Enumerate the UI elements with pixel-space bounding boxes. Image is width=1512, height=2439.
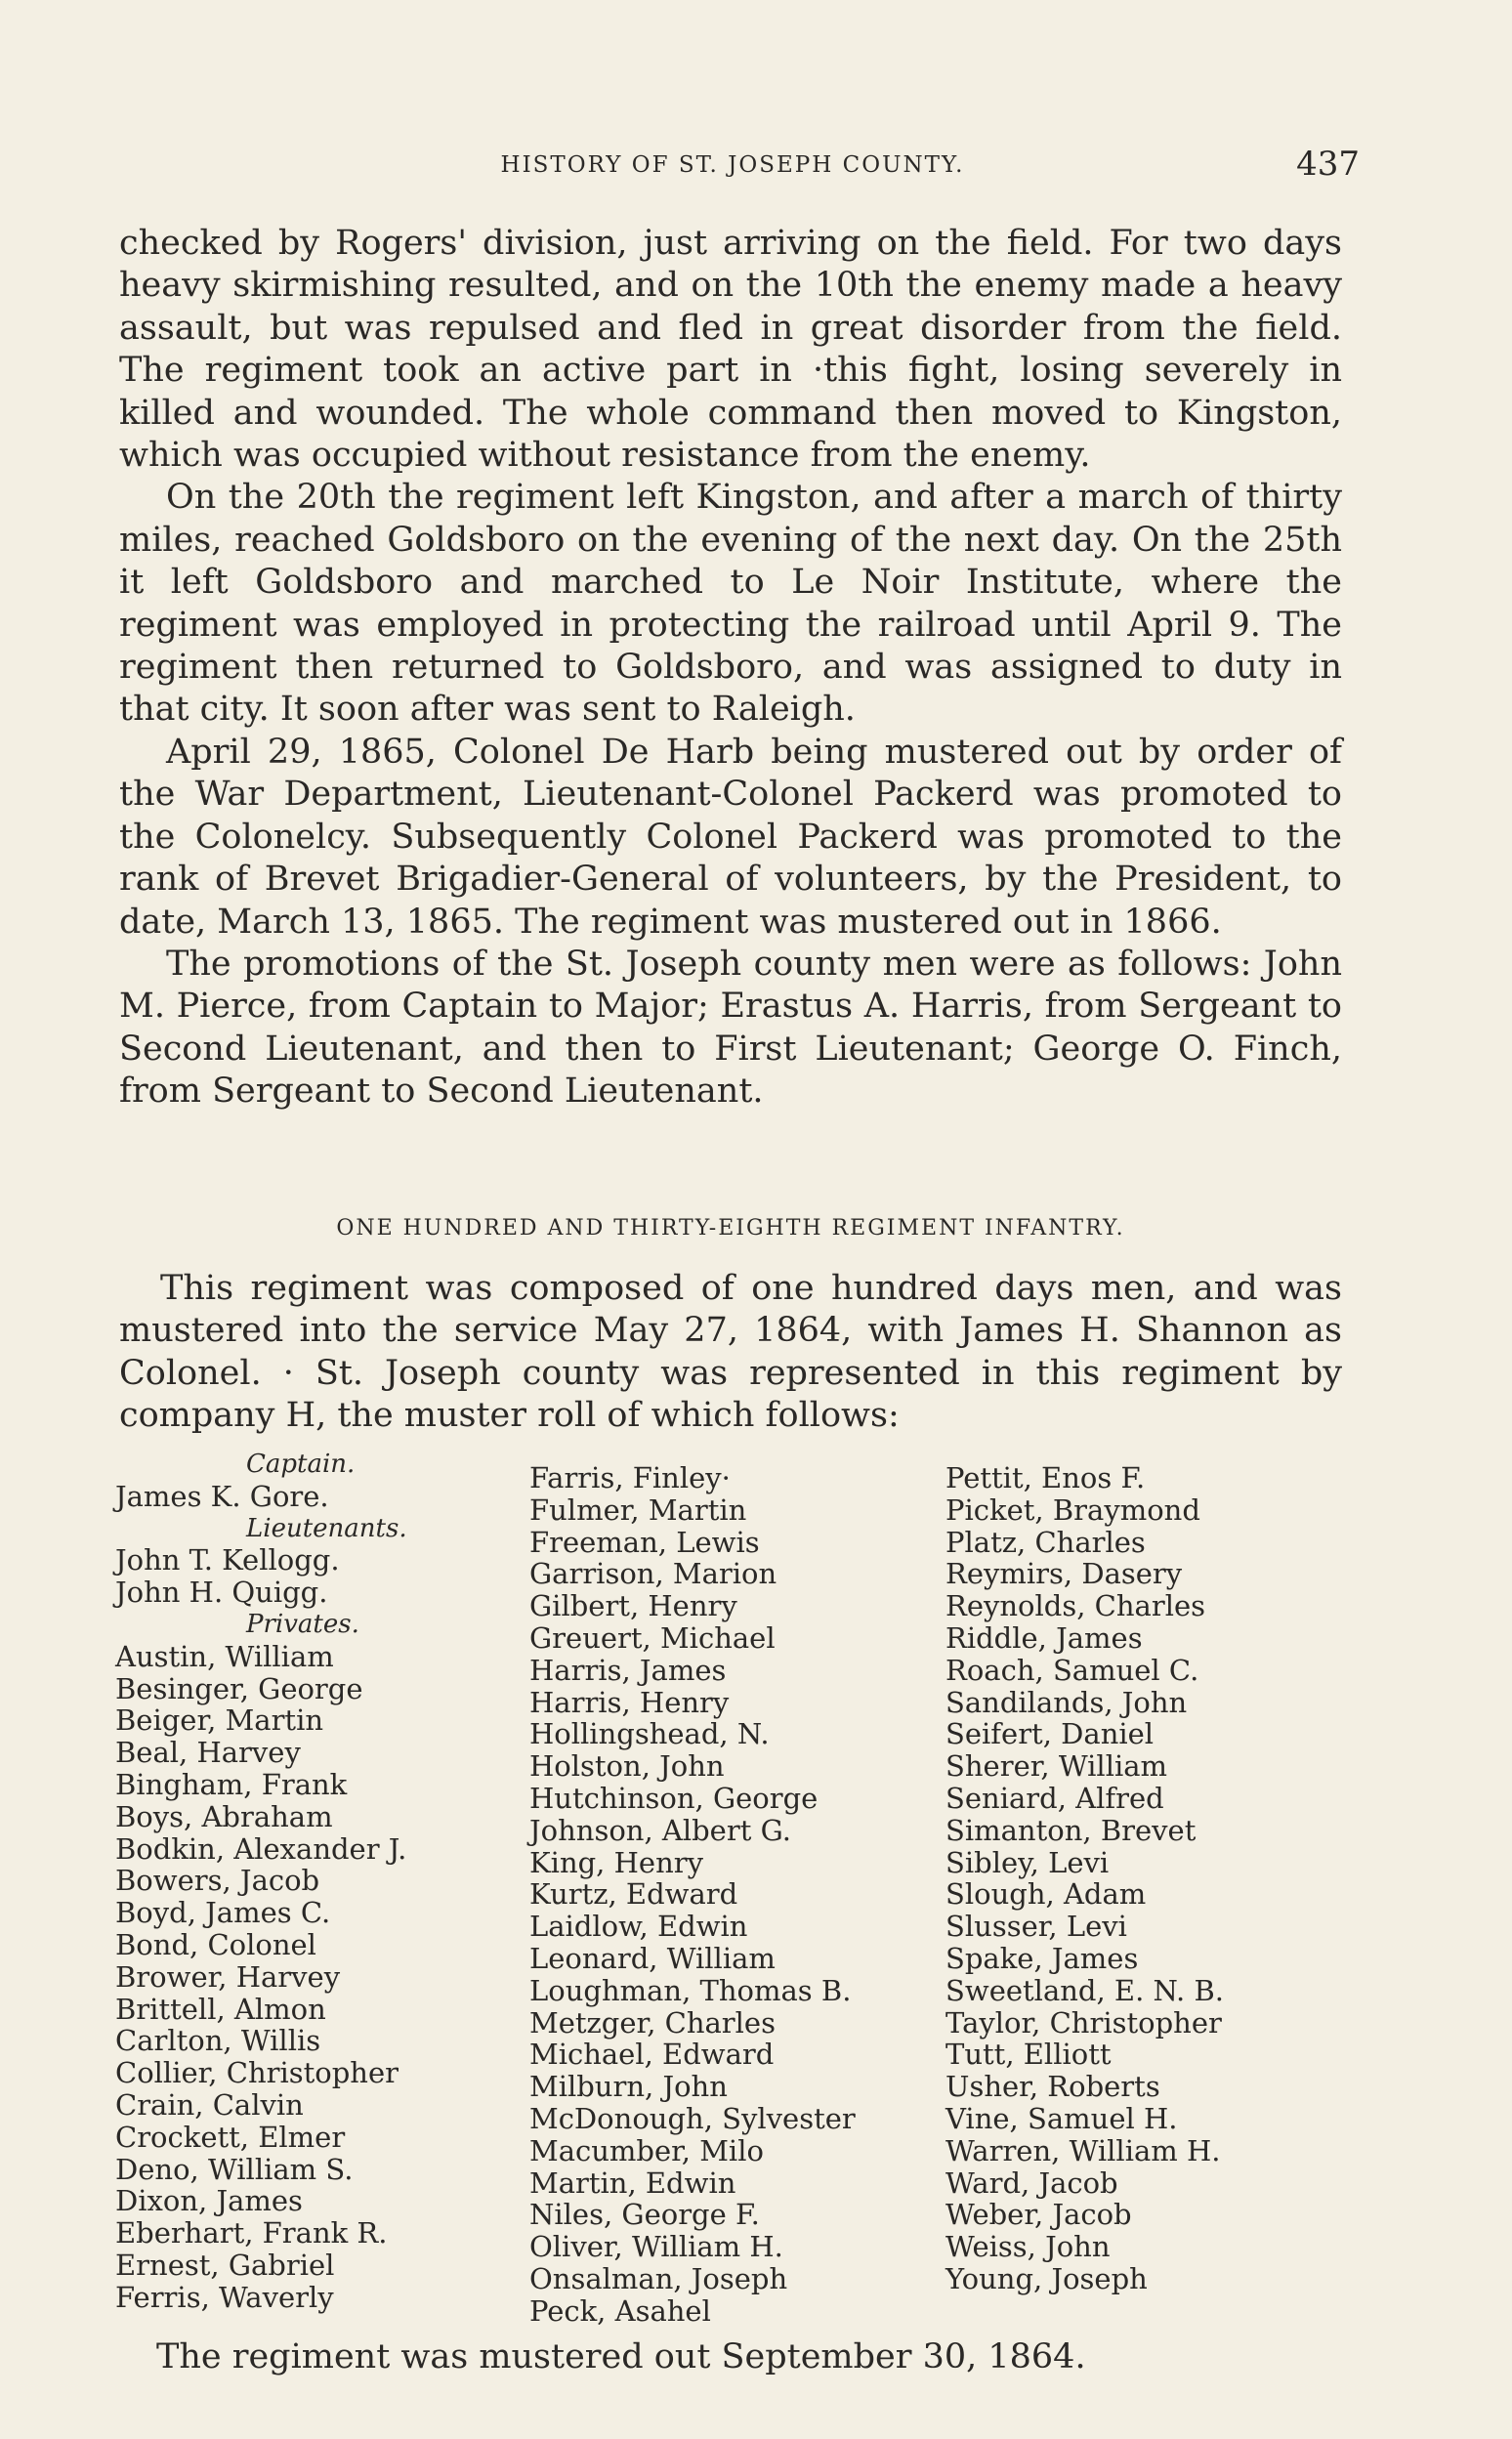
- roster-entry: Sibley, Levi: [945, 1845, 1110, 1879]
- lieutenants-list: [115, 1544, 407, 1609]
- roster-entry: Seifert, Daniel: [945, 1717, 1155, 1751]
- roster-entry: Austin, William: [115, 1639, 334, 1673]
- roster-entry: Reynolds, Charles: [945, 1589, 1206, 1623]
- roster-entry: Slough, Adam: [945, 1877, 1147, 1912]
- roster-entry: Loughman, Thomas B.: [529, 1973, 852, 2007]
- privates-list-col2: [529, 1462, 856, 2328]
- roster-entry: Oliver, William H.: [529, 2230, 783, 2264]
- roster-entry: Pettit, Enos F.: [945, 1461, 1146, 1494]
- roster-entry: Bingham, Frank: [115, 1767, 348, 1801]
- roster-entry: Garrison, Marion: [529, 1557, 777, 1591]
- captain-list: [115, 1481, 407, 1513]
- roster-entry: Bond, Colonel: [115, 1927, 316, 1961]
- roster-entry: Taylor, Christopher: [945, 2005, 1222, 2040]
- paragraph-4: The promotions of the St. Joseph county men were as follows: John M. Pierce, from Captain to Major; Erastus A. Harris, from Sergeant to Second Lieutenant, and then to First Lieutenant; George O. Finch, from Sergeant to Second Lieutenant.: [119, 944, 1342, 1112]
- roster-entry: Holston, John: [529, 1749, 725, 1784]
- roster-entry: Riddle, James: [945, 1620, 1143, 1655]
- section-intro: [119, 1268, 1342, 1438]
- roster-entry: Crockett, Elmer: [115, 2120, 346, 2154]
- roster-entry: Crain, Calvin: [115, 2087, 304, 2122]
- roster-entry: Fulmer, Martin: [529, 1493, 747, 1527]
- roster-column-2: [529, 1462, 856, 2328]
- roster-entry: Collier, Christopher: [115, 2056, 399, 2090]
- roster-entry: Reymirs, Dasery: [945, 1557, 1183, 1591]
- roster-entry: Sandilands, John: [945, 1685, 1188, 1719]
- roster-entry: Gilbert, Henry: [529, 1589, 737, 1623]
- roster-entry: Seniard, Alfred: [945, 1781, 1164, 1815]
- roster-entry: Beiger, Martin: [115, 1703, 324, 1738]
- roster-entry: Metzger, Charles: [529, 2005, 776, 2040]
- roster-entry: Greuert, Michael: [529, 1620, 776, 1655]
- intro-paragraph: This regiment was composed of one hundred days men, and was mustered into the service May 27, 1864, with James H. Shannon as Colonel. · St. Joseph county was represented in this regiment by company H, the muster roll of which follows:: [119, 1269, 1342, 1436]
- roster-entry: James K. Gore.: [115, 1479, 329, 1513]
- roster-entry: Niles, George F.: [529, 2198, 760, 2232]
- roster-entry: Roach, Samuel C.: [945, 1653, 1199, 1687]
- roster-entry: Vine, Samuel H.: [945, 2101, 1178, 2135]
- roster-entry: Slusser, Levi: [945, 1910, 1127, 1944]
- roster-column-1: [115, 1449, 407, 2314]
- roster-entry: Sweetland, E. N. B.: [945, 1973, 1225, 2007]
- roster-entry: John H. Quigg.: [115, 1576, 328, 1610]
- roster-entry: Leonard, William: [529, 1941, 776, 1975]
- roster-entry: Macumber, Milo: [529, 2133, 764, 2167]
- roster-entry: Bowers, Jacob: [115, 1864, 320, 1898]
- roster-entry: King, Henry: [529, 1845, 703, 1879]
- roster-entry: Hollingshead, N.: [529, 1717, 770, 1751]
- roster-entry: Brittell, Almon: [115, 1992, 326, 2026]
- roster-entry: Besinger, George: [115, 1671, 363, 1705]
- roster-entry: Bodkin, Alexander J.: [115, 1831, 407, 1866]
- roster-entry: Weiss, John: [945, 2230, 1111, 2264]
- roster-entry: Deno, William S.: [115, 2152, 354, 2186]
- roster-entry: McDonough, Sylvester: [529, 2101, 856, 2135]
- roster-entry: Usher, Roberts: [945, 2070, 1160, 2104]
- roster-entry: Tutt, Elliott: [945, 2038, 1112, 2072]
- paragraph-1: checked by Rogers' division, just arriving on the field. For two days heavy skirmishing resulted, and on the 10th the enemy made a heavy assault, but was repulsed and fled in great disorder from the field. The regiment took an active part in ·this fight, losing severely in killed and wounded. The whole command then moved to Kingston, which was occupied without resistance from the enemy.: [119, 224, 1342, 476]
- privates-list-col3: [945, 1462, 1224, 2295]
- roster-entry: Milburn, John: [529, 2070, 728, 2104]
- roster-entry: John T. Kellogg.: [115, 1543, 340, 1577]
- roster-entry: Ward, Jacob: [945, 2166, 1118, 2200]
- roster-entry: Freeman, Lewis: [529, 1525, 760, 1559]
- roster-entry: Simanton, Brevet: [945, 1813, 1197, 1847]
- body-text: [119, 223, 1342, 1114]
- roster-entry: Brower, Harvey: [115, 1959, 341, 1994]
- roster-entry: Martin, Edwin: [529, 2166, 736, 2200]
- roster-entry: Onsalman, Joseph: [529, 2261, 788, 2295]
- privates-heading: Privates.: [246, 1609, 359, 1639]
- captain-heading: Captain.: [246, 1450, 356, 1479]
- roster-entry: Michael, Edward: [529, 2038, 775, 2072]
- roster-entry: Hutchinson, George: [529, 1781, 819, 1815]
- roster-entry: Kurtz, Edward: [529, 1877, 738, 1912]
- section-heading: ONE HUNDRED AND THIRTY-EIGHTH REGIMENT INFANTRY.: [336, 1216, 1125, 1241]
- roster-entry: Beal, Harvey: [115, 1736, 301, 1770]
- roster-entry: Harris, James: [529, 1653, 727, 1687]
- muster-roll: [0, 1449, 1512, 2328]
- roster-entry: Warren, William H.: [945, 2133, 1221, 2167]
- roster-entry: Picket, Braymond: [945, 1493, 1200, 1527]
- roster-entry: Johnson, Albert G.: [529, 1813, 791, 1847]
- roster-column-3: [945, 1462, 1224, 2295]
- paragraph-2: On the 20th the regiment left Kingston, and after a march of thirty miles, reached Goldsboro on the evening of the next day. On the 25th it left Goldsboro and marched to Le Noir Institute, where the regiment was employed in protecting the railroad until April 9. The regiment then returned to Goldsboro, and was assigned to duty in that city. It soon after was sent to Raleigh.: [119, 478, 1342, 730]
- roster-entry: Dixon, James: [115, 2184, 303, 2218]
- roster-entry: Harris, Henry: [529, 1685, 730, 1719]
- closing-line: The regiment was mustered out September 30, 1864.: [156, 2337, 1086, 2376]
- page-number: 437: [1296, 145, 1360, 184]
- running-title: HISTORY OF ST. JOSEPH COUNTY.: [500, 152, 965, 178]
- lieutenants-heading: Lieutenants.: [246, 1513, 407, 1543]
- roster-entry: Boys, Abraham: [115, 1799, 333, 1833]
- roster-entry: Ferris, Waverly: [115, 2280, 334, 2314]
- paragraph-3: April 29, 1865, Colonel De Harb being mustered out by order of the War Department, Lieutenant-Colonel Packerd was promoted to the Colonelcy. Subsequently Colonel Packerd was promoted to the rank of Brevet Brigadier-General of volunteers, by the President, to date, March 13, 1865. The regiment was mustered out in 1866.: [119, 732, 1342, 942]
- roster-entry: Ernest, Gabriel: [115, 2248, 335, 2282]
- roster-entry: Eberhart, Frank R.: [115, 2216, 388, 2250]
- roster-entry: Boyd, James C.: [115, 1896, 331, 1930]
- privates-list-col1: [115, 1641, 407, 2314]
- roster-entry: Carlton, Willis: [115, 2024, 321, 2058]
- running-head: [117, 145, 1360, 188]
- roster-entry: Sherer, William: [945, 1749, 1168, 1784]
- roster-entry: Spake, James: [945, 1941, 1139, 1975]
- roster-entry: Farris, Finley·: [529, 1461, 731, 1494]
- roster-entry: Young, Joseph: [945, 2261, 1148, 2295]
- roster-entry: Laidlow, Edwin: [529, 1910, 748, 1944]
- roster-entry: Platz, Charles: [945, 1525, 1146, 1559]
- roster-entry: Weber, Jacob: [945, 2198, 1132, 2232]
- roster-entry: Peck, Asahel: [529, 2293, 711, 2328]
